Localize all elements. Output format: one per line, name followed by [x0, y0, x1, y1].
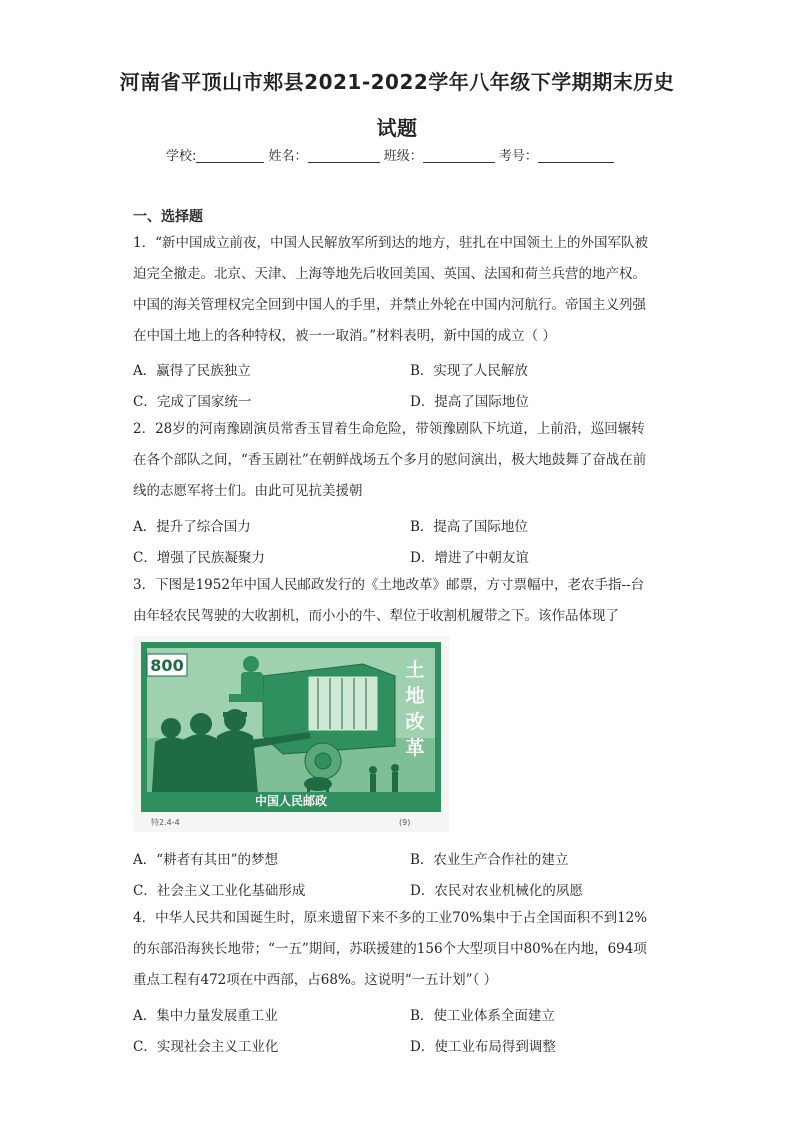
- question-line: 线的志愿军将士们。由此可见抗美援朝: [133, 483, 363, 499]
- exam-no-blank[interactable]: [538, 148, 614, 163]
- q3-option-c[interactable]: C．社会主义工业化基础形成: [133, 883, 306, 899]
- land-reform-stamp-image: [133, 636, 449, 832]
- question-line: 由年轻农民驾驶的大收割机，而小小的牛、犁位于收割机履带之下。该作品体现了: [133, 608, 619, 624]
- q3-option-a[interactable]: A．“耕者有其田”的梦想: [133, 852, 279, 868]
- stamp-title-char: 改: [405, 711, 425, 733]
- q1-option-c[interactable]: C．完成了国家统一: [133, 394, 252, 410]
- q2-option-c[interactable]: C．增强了民族凝聚力: [133, 550, 265, 566]
- q1-option-d[interactable]: D．提高了国际地位: [410, 394, 529, 410]
- question-line: 中国的海关管理权完全回到中国人的手里，并禁止外轮在中国内河航行。帝国主义列强: [133, 297, 646, 313]
- school-label: 学校:: [166, 149, 197, 164]
- student-info-row: [166, 145, 614, 164]
- q3-option-d[interactable]: D．农民对农业机械化的夙愿: [410, 883, 583, 899]
- question-line: 的东部沿海狭长地带；“一五”期间，苏联援建的156个大型项目中80%在内地，694项: [133, 941, 647, 957]
- q3-option-b[interactable]: B．农业生产合作社的建立: [410, 852, 569, 868]
- q2-option-b[interactable]: B．提高了国际地位: [410, 519, 528, 535]
- question-2: [133, 414, 663, 507]
- question-line: 3．下图是1952年中国人民邮政发行的《土地改革》邮票，方寸票幅中，老农手指--台: [133, 577, 645, 593]
- stamp-serial-left: 特2.4-4: [151, 818, 180, 827]
- q4-option-d[interactable]: D．使工业布局得到调整: [410, 1039, 556, 1055]
- class-blank[interactable]: [423, 148, 495, 163]
- q4-option-c[interactable]: C．实现社会主义工业化: [133, 1039, 279, 1055]
- question-3: [133, 570, 663, 632]
- stamp-serial-right: (9): [399, 818, 411, 827]
- question-line: 重点工程有472项在中西部，占68%。这说明“一五计划”（ ）: [133, 972, 498, 988]
- q2-option-d[interactable]: D．增进了中朝友谊: [410, 550, 529, 566]
- q4-option-a[interactable]: A．集中力量发展重工业: [133, 1008, 278, 1024]
- question-line: 在各个部队之间，“香玉剧社”在朝鲜战场五个多月的慰问演出，极大地鼓舞了奋战在前: [133, 452, 647, 468]
- q2-option-a[interactable]: A．提升了综合国力: [133, 519, 251, 535]
- exam-no-label: 考号：: [498, 149, 538, 164]
- stamp-bottom-text: 中国人民邮政: [254, 794, 328, 808]
- stamp-title-char: 地: [405, 685, 425, 707]
- question-line: 1．“新中国成立前夜，中国人民解放军所到达的地方，驻扎在中国领土上的外国军队被: [133, 235, 648, 251]
- stamp-denomination: 800: [150, 656, 184, 675]
- name-blank[interactable]: [308, 148, 380, 163]
- name-label: 姓名：: [268, 149, 308, 164]
- question-1: [133, 228, 663, 352]
- question-line: 2．28岁的河南豫剧演员常香玉冒着生命危险，带领豫剧队下坑道，上前沿，巡回辗转: [133, 421, 645, 437]
- school-blank[interactable]: [196, 148, 264, 163]
- class-label: 班级：: [383, 149, 423, 164]
- question-4: [133, 903, 663, 996]
- question-line: 在中国土地上的各种特权，被一一取消。”材料表明，新中国的成立（ ）: [133, 328, 556, 344]
- q1-option-b[interactable]: B．实现了人民解放: [410, 363, 528, 379]
- page-title: 河南省平顶山市郏县2021-2022学年八年级下学期期末历史: [119, 70, 675, 94]
- q4-option-b[interactable]: B．使工业体系全面建立: [410, 1008, 555, 1024]
- q1-option-a[interactable]: A．赢得了民族独立: [133, 363, 251, 379]
- question-line: 4．中华人民共和国诞生时，原来遗留下来不多的工业70%集中于占全国面积不到12%: [133, 910, 648, 926]
- question-line: 迫完全撤走。北京、天津、上海等地先后收回美国、英国、法国和荷兰兵营的地产权。: [133, 266, 646, 282]
- stamp-title-char: 革: [405, 737, 425, 759]
- section-title: 一、选择题: [133, 209, 203, 225]
- stamp-title-char: 土: [405, 659, 425, 681]
- page-title-line2: 试题: [376, 116, 418, 140]
